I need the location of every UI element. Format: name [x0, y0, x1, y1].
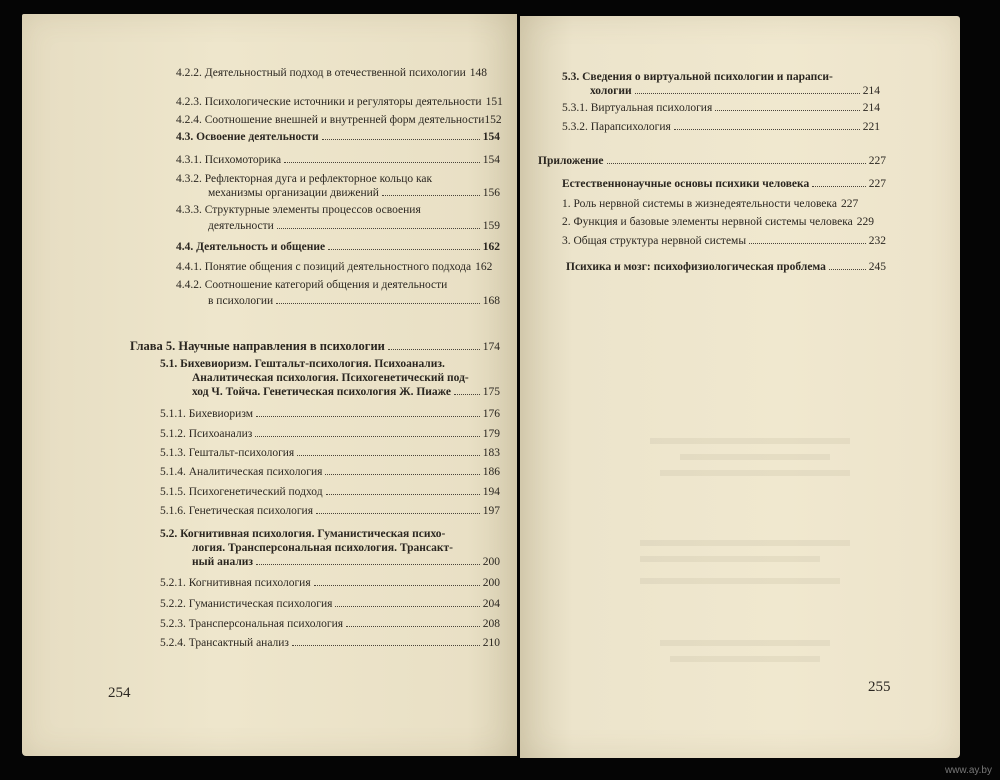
toc-entry-4-2-2: 4.2.2. Деятельностный подход в отечественной психологии 148 [176, 67, 488, 79]
right-page-number: 255 [868, 679, 891, 695]
toc-appendix-natural-science: Естественнонаучные основы психики человека 227 [562, 178, 886, 190]
toc-entry-4-3-1: 4.3.1. Психомоторика 154 [176, 154, 500, 166]
toc-entry-5-1-4: 5.1.4. Аналитическая психология 186 [160, 466, 500, 478]
toc-entry-4-3-3: 4.3.3. Структурные элементы процессов освоения деятельности 159 [176, 204, 500, 232]
toc-appendix-psyche-brain: Психика и мозг: психофизиологическая проблема 245 [566, 261, 886, 273]
toc-entry-5-1-1: 5.1.1. Бихевиоризм 176 [160, 408, 500, 420]
toc-entry-5-1-6: 5.1.6. Генетическая психология 197 [160, 505, 500, 517]
show-through-text [660, 640, 830, 646]
show-through-text [640, 556, 820, 562]
toc-appendix-item-2: 2. Функция и базовые элементы нервной системы человека 229 [562, 216, 874, 228]
toc-section-4-3: 4.3. Освоение деятельности 154 [176, 131, 500, 143]
toc-entry-5-2-2: 5.2.2. Гуманистическая психология 204 [160, 598, 500, 610]
toc-entry-4-2-4: 4.2.4. Соотношение внешней и внутренней форм деятельности 152 [176, 114, 502, 126]
show-through-text [640, 578, 840, 584]
show-through-text [670, 656, 820, 662]
show-through-text [680, 454, 830, 460]
toc-entry-4-2-3: 4.2.3. Психологические источники и регуляторы деятельности 151 [176, 96, 503, 108]
toc-appendix-item-3: 3. Общая структура нервной системы 232 [562, 235, 886, 247]
toc-entry-4-3-2: 4.3.2. Рефлекторная дуга и рефлекторное кольцо как механизмы организации движений 156 [176, 173, 500, 199]
toc-appendix-item-1: 1. Роль нервной системы в жизнедеятельности человека 227 [562, 198, 859, 210]
toc-section-5-2: 5.2. Когнитивная психология. Гуманистическая психо- логия. Трансперсональная психология. Трансакт- ный анализ 200 [160, 528, 500, 568]
toc-entry-5-1-3: 5.1.3. Гештальт-психология 183 [160, 447, 500, 459]
toc-section-5-3: 5.3. Сведения о виртуальной психологии и парапси- хологии 214 [562, 71, 880, 97]
toc-section-5-1: 5.1. Бихевиоризм. Гештальт-психология. Психоанализ. Аналитическая психология. Психогенетический под- ход Ч. Тойча. Генетическая психология Ж. Пиаже 175 [160, 358, 500, 398]
toc-entry-5-2-1: 5.2.1. Когнитивная психология 200 [160, 577, 500, 589]
toc-entry-5-3-1: 5.3.1. Виртуальная психология 214 [562, 102, 880, 114]
toc-entry-4-4-2: 4.4.2. Соотношение категорий общения и деятельности в психологии 168 [176, 279, 500, 307]
show-through-text [650, 438, 850, 444]
toc-entry-5-3-2: 5.3.2. Парапсихология 221 [562, 121, 880, 133]
toc-entry-5-2-4: 5.2.4. Трансактный анализ 210 [160, 637, 500, 649]
left-page-number: 254 [108, 685, 131, 701]
toc-chapter-5: Глава 5. Научные направления в психологии 174 [130, 339, 500, 353]
show-through-text [640, 540, 850, 546]
toc-entry-5-1-2: 5.1.2. Психоанализ 179 [160, 428, 500, 440]
toc-section-4-4: 4.4. Деятельность и общение 162 [176, 241, 500, 253]
show-through-text [660, 470, 850, 476]
toc-entry-5-2-3: 5.2.3. Трансперсональная психология 208 [160, 618, 500, 630]
toc-appendix: Приложение 227 [538, 155, 886, 167]
toc-entry-5-1-5: 5.1.5. Психогенетический подход 194 [160, 486, 500, 498]
watermark: www.ay.by [944, 765, 992, 776]
toc-entry-4-4-1: 4.4.1. Понятие общения с позиций деятельностного подхода 162 [176, 261, 493, 273]
